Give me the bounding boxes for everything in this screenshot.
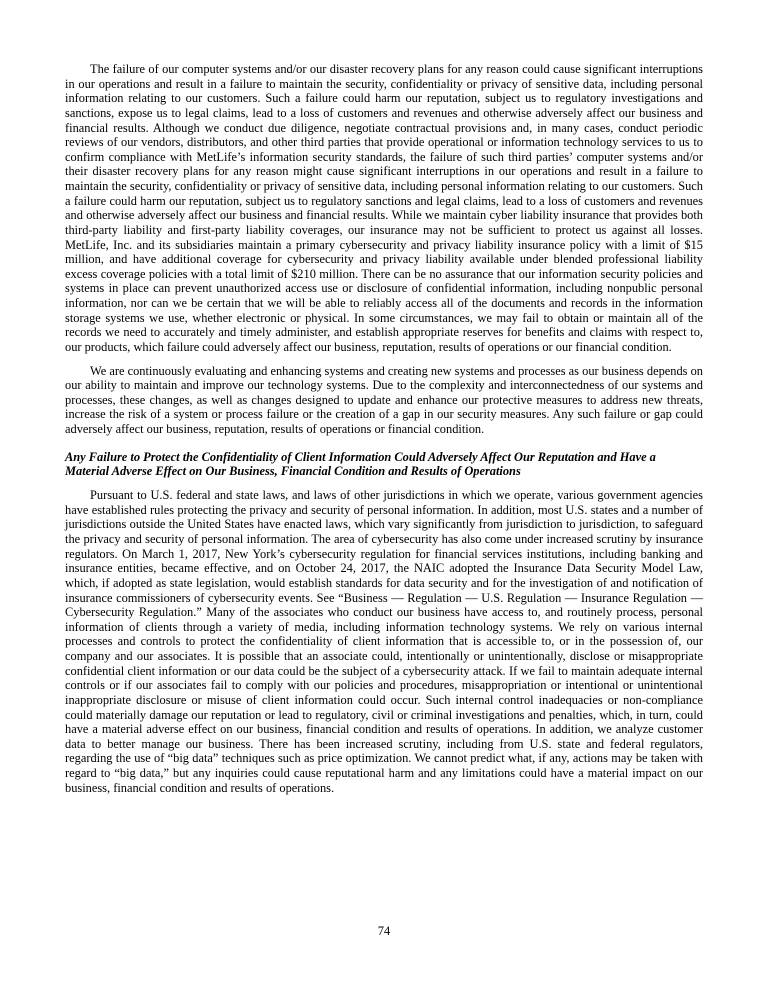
page-number: 74 xyxy=(377,924,391,938)
paragraph-client-information-confidentiality: Pursuant to U.S. federal and state laws, and laws of other jurisdictions in which we operate, various government agencies have established rules protecting the privacy and security of personal information. In addition, most U.S. states and a number of jurisdictions outside the United States have enacted laws, which vary significantly from jurisdiction to jurisdiction, to safeguard the privacy and security of personal information. The area of cybersecurity has also come under increased scrutiny by insurance regulators. On March 1, 2017, New York’s cybersecurity regulation for financial services institutions, including banking and insurance entities, became effective, and on October 24, 2017, the NAIC adopted the Insurance Data Security Model Law, which, if adopted as state legislation, would establish standards for data security and for the investigation of and notification of insurance commissioners of cybersecurity events. See “Business — Regulation — U.S. Regulation — Insurance Regulation — Cybersecurity Regulation.” Many of the associates who conduct our business have access to, and routinely process, personal information of clients through a variety of media, including information technology systems. We rely on various internal processes and controls to protect the confidentiality of client information that is accessible to, or in the possession of, our company and our associates. It is possible that an associate could, intentionally or unintentionally, disclose or misappropriate confidential client information or our data could be the subject of a cybersecurity attack. If we fail to maintain adequate internal controls or if our associates fail to comply with our policies and procedures, misappropriation or intentional or unintentional inappropriate disclosure or misuse of client information could occur. Such internal control inadequacies or non-compliance could materially damage our reputation or lead to regulatory, civil or criminal investigations and penalties, which, in turn, could have a material adverse effect on our business, financial condition and results of operations. In addition, we analyze customer data to better manage our business. There has been increased scrutiny, including from U.S. state and federal regulators, regarding the use of “big data” techniques such as price optimization. We cannot predict what, if any, actions may be taken with regard to “big data,” but any inquiries could cause reputational harm and any limitations could have a material impact on our business, financial condition and results of operations. xyxy=(65,488,703,795)
risk-factor-heading: Any Failure to Protect the Confidentiality of Client Information Could Adversely Affect Our Reputation and Have a Material Adverse Effect on Our Business, Financial Condition and Results of Operations xyxy=(65,449,656,479)
paragraph-systems-evaluation: We are continuously evaluating and enhancing systems and creating new systems and processes as our business depends on our ability to maintain and improve our technology systems. Due to the complexity and interconnectedness of our systems and processes, these changes, as well as changes designed to update and enhance our protective measures to address new threats, increase the risk of a system or process failure or the creation of a gap in our security measures. Any such failure or gap could adversely affect our business, reputation, results of operations or financial condition. xyxy=(65,363,703,436)
page-footer xyxy=(0,922,768,940)
paragraph-computer-systems-failure: The failure of our computer systems and/or our disaster recovery plans for any reason could cause significant interruptions in our operations and result in a failure to maintain the security, confidentiality or privacy of sensitive data, including personal information relating to our customers. Such a failure could harm our reputation, subject us to regulatory investigations and sanctions, expose us to legal claims, lead to a loss of customers and revenues and otherwise adversely affect our business and financial results. Although we conduct due diligence, negotiate contractual provisions and, in many cases, conduct periodic reviews of our vendors, distributors, and other third parties that provide operational or information technology services to us to confirm compliance with MetLife’s information security standards, the failure of such third parties’ computer systems and/or their disaster recovery plans for any reason might cause significant interruptions in our operations and result in a failure to maintain the security, confidentiality or privacy of sensitive data, including personal information relating to our customers. Such a failure could harm our reputation, subject us to regulatory sanctions and legal claims, lead to a loss of customers and revenues and otherwise adversely affect our business and financial results. While we maintain cyber liability insurance that provides both third-party liability and first-party liability coverages, our insurance may not be sufficient to protect us against all losses. MetLife, Inc. and its subsidiaries maintain a primary cybersecurity and privacy liability insurance policy with a limit of $15 million, and have additional coverage for cybersecurity and privacy liability available under blended professional liability excess coverage policies with a total limit of $210 million. There can be no assurance that our information security policies and systems in place can prevent unauthorized access use or disclosure of confidential information, including nonpublic personal information, nor can we be certain that we will be able to reliably access all of the documents and records in the information storage systems we use, whether electronic or physical. In some circumstances, we may fail to obtain or maintain all of the records we need to accurately and timely administer, and establish appropriate reserves for benefits and claims with respect to, our products, which failure could adversely affect our business, reputation, results of operations or our financial condition. xyxy=(65,62,703,354)
page-body xyxy=(65,62,703,795)
